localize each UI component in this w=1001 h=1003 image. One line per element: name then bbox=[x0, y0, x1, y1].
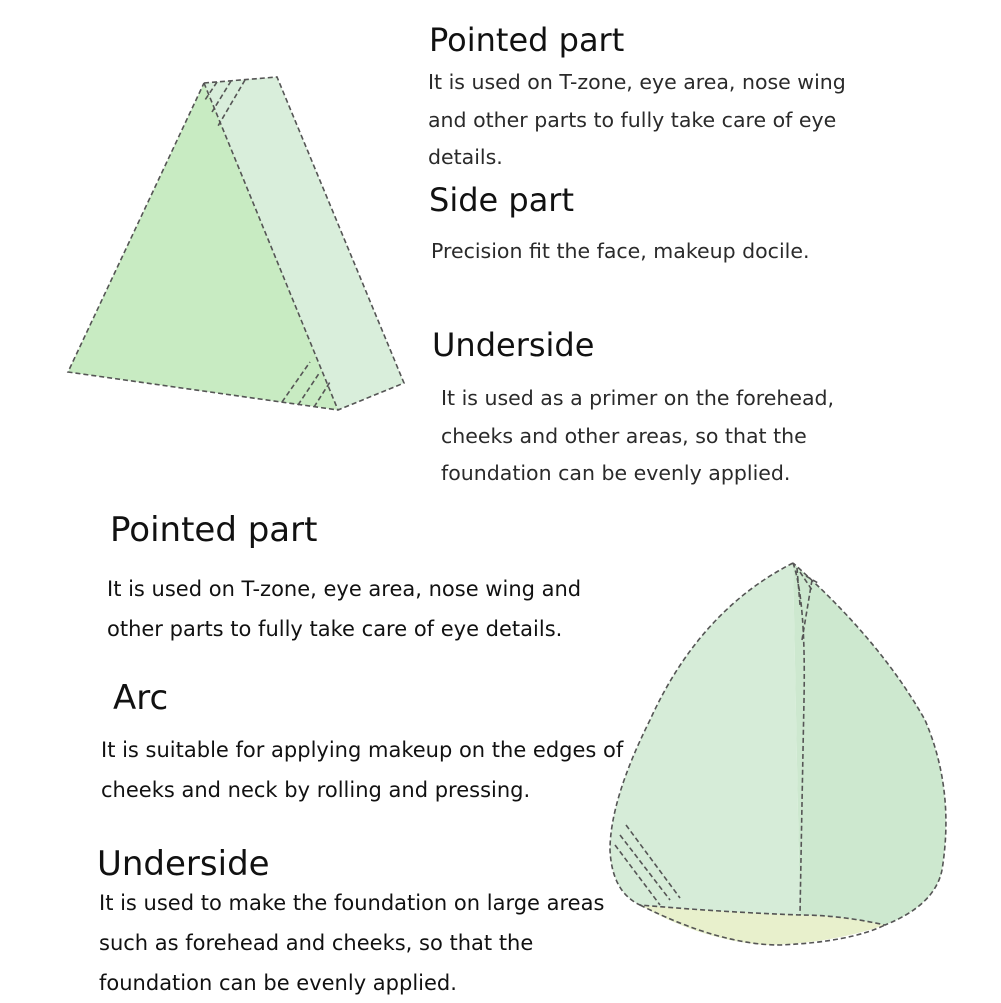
top-underside-text: It is used as a primer on the forehead, cheeks and other areas, so that the foundation can be evenly applied. bbox=[441, 386, 835, 485]
bottom-arc-text: It is suitable for applying makeup on the edges of cheeks and neck by rolling and pressing. bbox=[101, 738, 624, 802]
top-underside-title: Underside bbox=[432, 326, 595, 364]
bottom-underside-text: It is used to make the foundation on large areas such as forehead and cheeks, so that the foundation can be evenly applied. bbox=[99, 891, 605, 995]
triangle-sponge-image bbox=[68, 77, 404, 410]
teardrop-sponge-image bbox=[610, 563, 946, 945]
teardrop-sponge-right-face bbox=[793, 563, 946, 925]
bottom-pointed-text: It is used on T-zone, eye area, nose wing and other parts to fully take care of eye details. bbox=[107, 577, 582, 641]
bottom-underside-title: Underside bbox=[97, 844, 270, 884]
top-pointed-text: It is used on T-zone, eye area, nose wing and other parts to fully take care of eye details. bbox=[428, 70, 846, 169]
bottom-arc-title: Arc bbox=[113, 678, 169, 718]
top-side-text: Precision fit the face, makeup docile. bbox=[431, 239, 810, 263]
bottom-pointed-title: Pointed part bbox=[110, 510, 318, 550]
top-pointed-title: Pointed part bbox=[429, 21, 625, 59]
top-side-title: Side part bbox=[429, 181, 574, 219]
